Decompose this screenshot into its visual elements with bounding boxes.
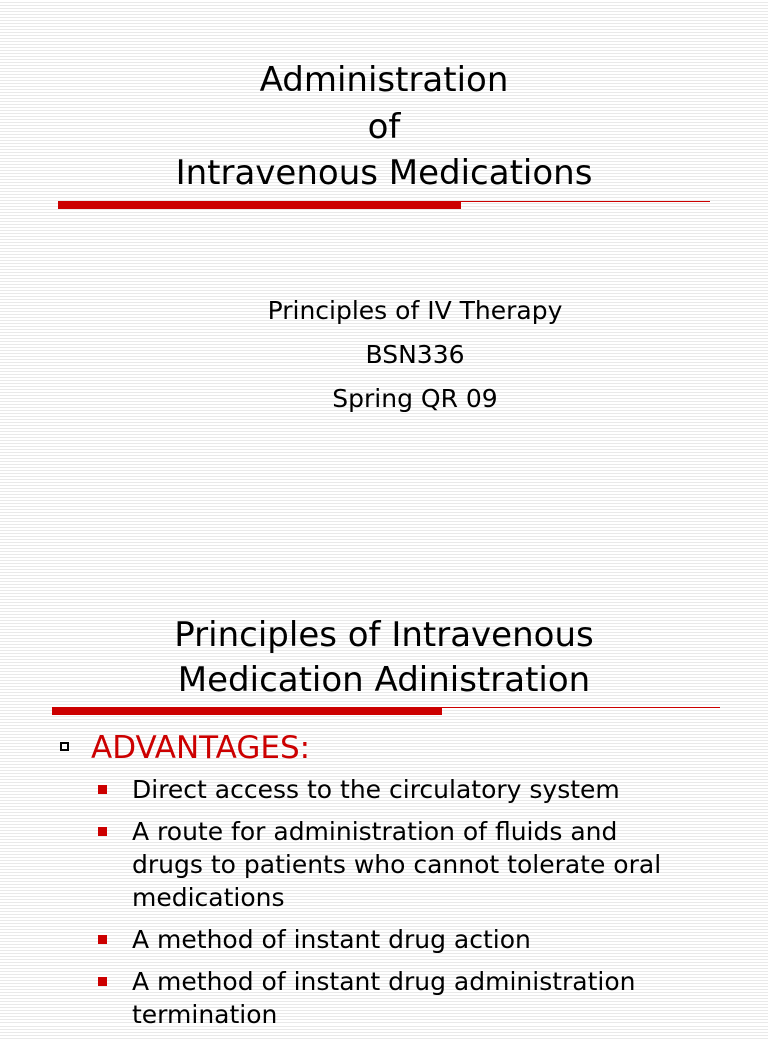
advantages-heading: ADVANTAGES:	[91, 730, 311, 766]
title-rule-thick	[52, 707, 442, 715]
list-item	[98, 965, 758, 1031]
subtitle-line-2: BSN336	[365, 340, 465, 369]
red-square-bullet-icon	[98, 785, 107, 794]
hollow-square-bullet-icon	[60, 742, 69, 751]
list-item	[98, 773, 758, 806]
list-item-text: A route for administration of fluids and drugs to patients who cannot tolerate oral medications	[132, 817, 662, 912]
slide-title-line-2: of	[367, 107, 401, 147]
list-item	[98, 815, 758, 914]
slide-title-line-3: Intravenous Medications	[175, 153, 593, 193]
list-item-text: Direct access to the circulatory system	[132, 775, 620, 804]
advantages-list	[98, 773, 758, 1040]
subtitle-line-1: Principles of IV Therapy	[267, 296, 563, 325]
slide-title-line-1: Administration	[259, 60, 509, 100]
red-square-bullet-icon	[98, 935, 107, 944]
red-square-bullet-icon	[98, 977, 107, 986]
title-rule-thick	[58, 201, 461, 209]
slide-title-line-1: Principles of Intravenous	[174, 615, 594, 655]
subtitle-line-3: Spring QR 09	[332, 384, 498, 413]
red-square-bullet-icon	[98, 827, 107, 836]
content-slide	[0, 600, 768, 1029]
list-item	[98, 923, 758, 956]
slide-title-line-2: Medication Adinistration	[177, 660, 591, 700]
advantages-heading-row	[60, 728, 310, 768]
list-item-text: A method of instant drug administration termination	[132, 967, 636, 1029]
list-item-text: A method of instant drug action	[132, 925, 531, 954]
